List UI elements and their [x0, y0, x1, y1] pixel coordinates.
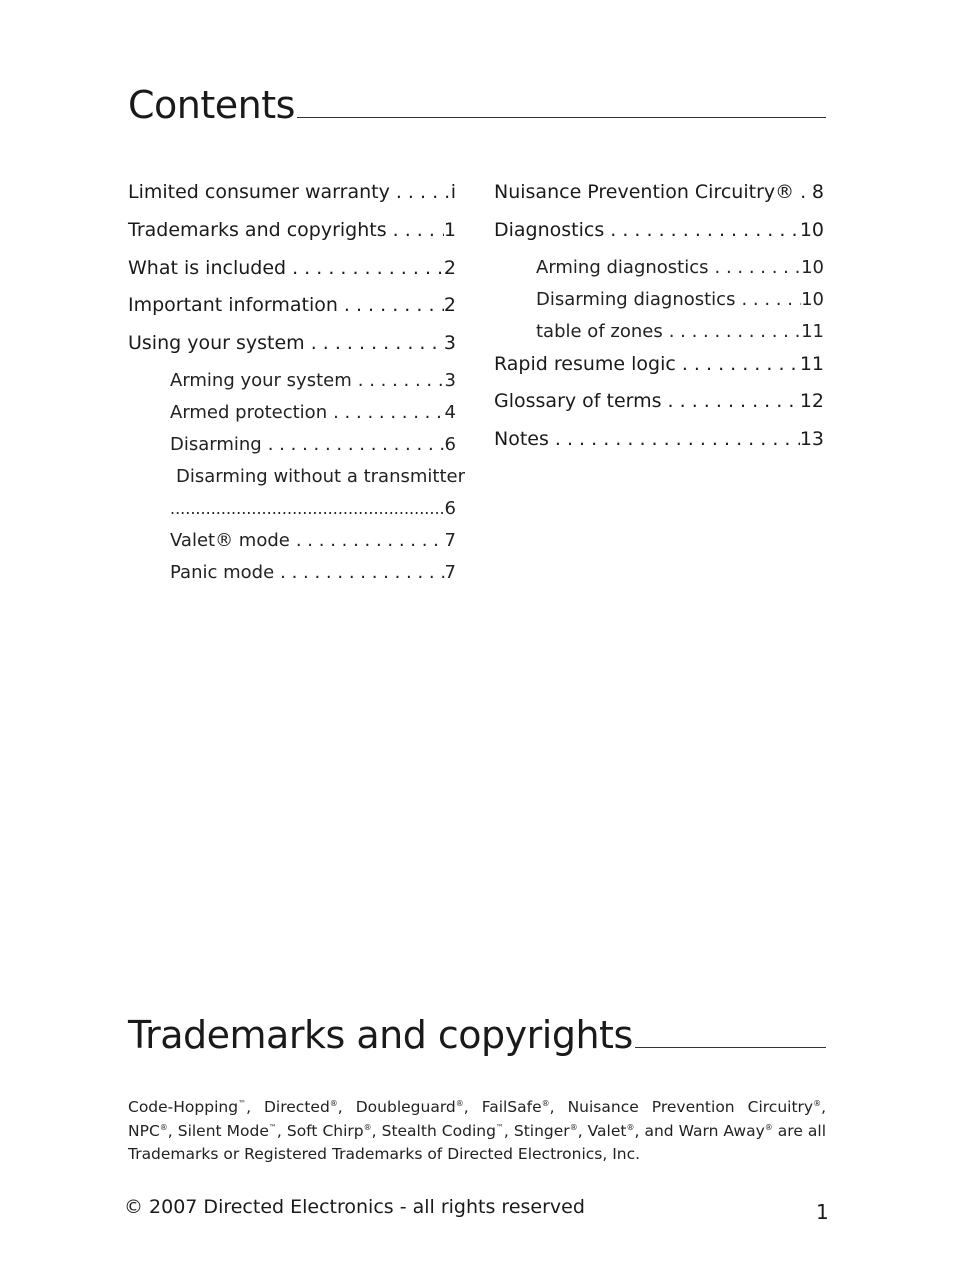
- trademark-name: Code-Hopping: [128, 1098, 239, 1116]
- toc-entry[interactable]: [128, 397, 456, 429]
- trademark-separator: ,: [577, 1121, 588, 1140]
- trademark-name: Stealth Coding: [381, 1121, 496, 1140]
- toc-leader-dots: [709, 252, 802, 284]
- toc-entry[interactable]: [128, 429, 456, 461]
- trademark-name: FailSafe: [481, 1098, 542, 1116]
- trademark-name: Stinger: [513, 1121, 570, 1140]
- toc-entry-page: 3: [444, 369, 456, 391]
- toc-entry-title: Arming diagnostics: [536, 256, 709, 278]
- toc-entry-page: 7: [444, 529, 456, 551]
- toc-entry-title: Disarming: [170, 433, 262, 455]
- toc-entry-page: 8: [811, 181, 824, 203]
- toc-leader-dots: [663, 316, 801, 348]
- toc-entry-page: 1: [443, 218, 456, 241]
- toc-leader-dots: [262, 429, 445, 461]
- toc-entry[interactable]: [128, 289, 456, 327]
- toc-entry[interactable]: [128, 557, 456, 589]
- trademark-separator: ,: [821, 1098, 827, 1116]
- toc-entry-title: Panic mode: [170, 561, 275, 583]
- toc-entry-title: Disarming without a transmitter: [176, 465, 465, 487]
- toc-entry-title: table of zones: [536, 320, 663, 342]
- toc-leader-dots: [794, 176, 812, 208]
- trademark-symbol: ®: [329, 1099, 338, 1108]
- toc-entry[interactable]: [128, 461, 465, 525]
- contents-heading: [128, 83, 826, 127]
- toc-entry-page: 6: [444, 497, 456, 519]
- heading-rule: [635, 1047, 826, 1048]
- trademark-separator: ,: [371, 1121, 382, 1140]
- toc-entry-page: 2: [443, 294, 456, 317]
- toc-entry[interactable]: [494, 348, 824, 386]
- toc-entry-page: 10: [799, 218, 824, 241]
- toc-entry-page: 3: [443, 332, 456, 355]
- toc-entry-title: Valet® mode: [170, 529, 290, 551]
- toc-entry-page: 10: [801, 288, 824, 310]
- trademark-separator: ,: [549, 1098, 568, 1116]
- trademark-name: NPC: [128, 1121, 160, 1140]
- toc-entry-page: 11: [801, 320, 824, 342]
- toc-entry-title: Trademarks and copyrights: [128, 218, 387, 241]
- toc-entry[interactable]: [494, 385, 824, 423]
- trademark-symbol: ®: [455, 1099, 464, 1108]
- toc-leader-dots: [604, 214, 800, 246]
- toc-leader-dots: [327, 397, 444, 429]
- trademark-separator: ,: [337, 1098, 356, 1116]
- trademarks-tail-text: are all Trademarks or Registered Trademarks of Directed Electronics, Inc.: [128, 1121, 827, 1163]
- toc-entry-title: Using your system: [128, 332, 305, 355]
- trademarks-title: Trademarks and copyrights: [128, 1013, 633, 1057]
- toc-entry[interactable]: [128, 365, 456, 397]
- trademark-name: Directed: [264, 1098, 330, 1116]
- trademark-symbol: ™: [268, 1122, 277, 1132]
- toc-entry-page: 4: [444, 401, 456, 423]
- trademarks-heading: [128, 1013, 826, 1057]
- toc-entry-title: Glossary of terms: [494, 390, 662, 413]
- trademark-separator: ,: [463, 1098, 482, 1116]
- toc-entry-title: Nuisance Prevention Circuitry®: [494, 181, 795, 203]
- toc-entry[interactable]: [128, 252, 456, 290]
- toc-entry[interactable]: [494, 284, 824, 316]
- trademark-symbol: ®: [541, 1099, 550, 1108]
- trademark-symbol: ®: [363, 1122, 372, 1132]
- trademark-symbol: ™: [495, 1122, 504, 1132]
- trademark-name: Nuisance Prevention Circuitry: [567, 1098, 814, 1116]
- copyright-notice: © 2007 Directed Electronics - all rights reserved: [124, 1196, 585, 1218]
- trademark-name: Doubleguard: [355, 1098, 456, 1116]
- toc-leader-dots: [286, 252, 444, 284]
- toc-leader-dots: [735, 284, 801, 316]
- trademark-name: Valet: [587, 1121, 627, 1140]
- heading-rule: [297, 117, 826, 118]
- toc-entry-page: 6: [444, 433, 456, 455]
- trademark-symbol: ®: [569, 1122, 578, 1132]
- trademark-name: Warn Away: [678, 1121, 765, 1140]
- toc-entry-page: 10: [801, 256, 824, 278]
- toc-entry-page: 11: [799, 352, 824, 375]
- toc-entry-page: 7: [444, 561, 456, 583]
- toc-left-column: [128, 176, 465, 589]
- toc-leader-dots: [390, 176, 451, 208]
- trademarks-paragraph: [128, 1096, 826, 1167]
- toc-entry-title: Disarming diagnostics: [536, 288, 736, 310]
- toc-leader-dots: [170, 493, 445, 525]
- trademark-separator: ,: [246, 1098, 264, 1116]
- toc-entry[interactable]: [494, 252, 824, 284]
- trademark-symbol: ®: [813, 1099, 822, 1108]
- toc-entry-title: Arming your system: [170, 369, 352, 391]
- toc-entry[interactable]: [128, 525, 456, 557]
- toc-leader-dots: [676, 348, 800, 380]
- contents-title: Contents: [128, 83, 295, 127]
- toc-leader-dots: [274, 557, 444, 589]
- toc-leader-dots: [305, 327, 444, 359]
- toc-entry-title: Armed protection: [170, 401, 328, 423]
- trademark-separator: , and: [634, 1121, 679, 1140]
- trademark-symbol: ®: [159, 1122, 168, 1132]
- toc-entry[interactable]: [494, 423, 824, 461]
- toc-entry-title: Notes: [494, 428, 549, 451]
- toc-entry-page: 12: [799, 390, 824, 413]
- trademark-symbol: ®: [764, 1122, 773, 1132]
- toc-entry-title: What is included: [128, 256, 287, 279]
- toc-entry-title: Diagnostics: [494, 218, 605, 241]
- toc-leader-dots: [387, 214, 444, 246]
- toc-entry-page: i: [450, 181, 456, 203]
- trademark-name: Soft Chirp: [286, 1121, 364, 1140]
- toc-entry[interactable]: [494, 176, 824, 214]
- toc-entry-page: 2: [443, 256, 456, 279]
- toc-entry-title: Rapid resume logic: [494, 352, 676, 375]
- toc-leader-dots: [338, 289, 444, 321]
- trademark-separator: ,: [167, 1121, 178, 1140]
- toc-entry[interactable]: [494, 316, 824, 348]
- toc-entry-page: 13: [799, 428, 824, 451]
- toc-right-column: [494, 176, 824, 461]
- toc-entry[interactable]: [128, 176, 456, 214]
- toc-entry[interactable]: [128, 214, 456, 252]
- toc-entry-title: Limited consumer warranty: [128, 181, 390, 203]
- toc-leader-dots: [662, 385, 800, 417]
- toc-leader-dots: [352, 365, 445, 397]
- page-number: 1: [816, 1200, 829, 1224]
- toc-entry[interactable]: [494, 214, 824, 252]
- trademark-name: Silent Mode: [177, 1121, 269, 1140]
- toc-leader-dots: [549, 423, 800, 455]
- trademark-symbol: ™: [238, 1099, 247, 1108]
- toc-entry[interactable]: [128, 327, 456, 365]
- toc-entry-title: Important information: [128, 294, 338, 317]
- trademark-separator: ,: [503, 1121, 514, 1140]
- trademark-symbol: ®: [626, 1122, 635, 1132]
- trademark-separator: ,: [276, 1121, 287, 1140]
- toc-leader-dots: [290, 525, 445, 557]
